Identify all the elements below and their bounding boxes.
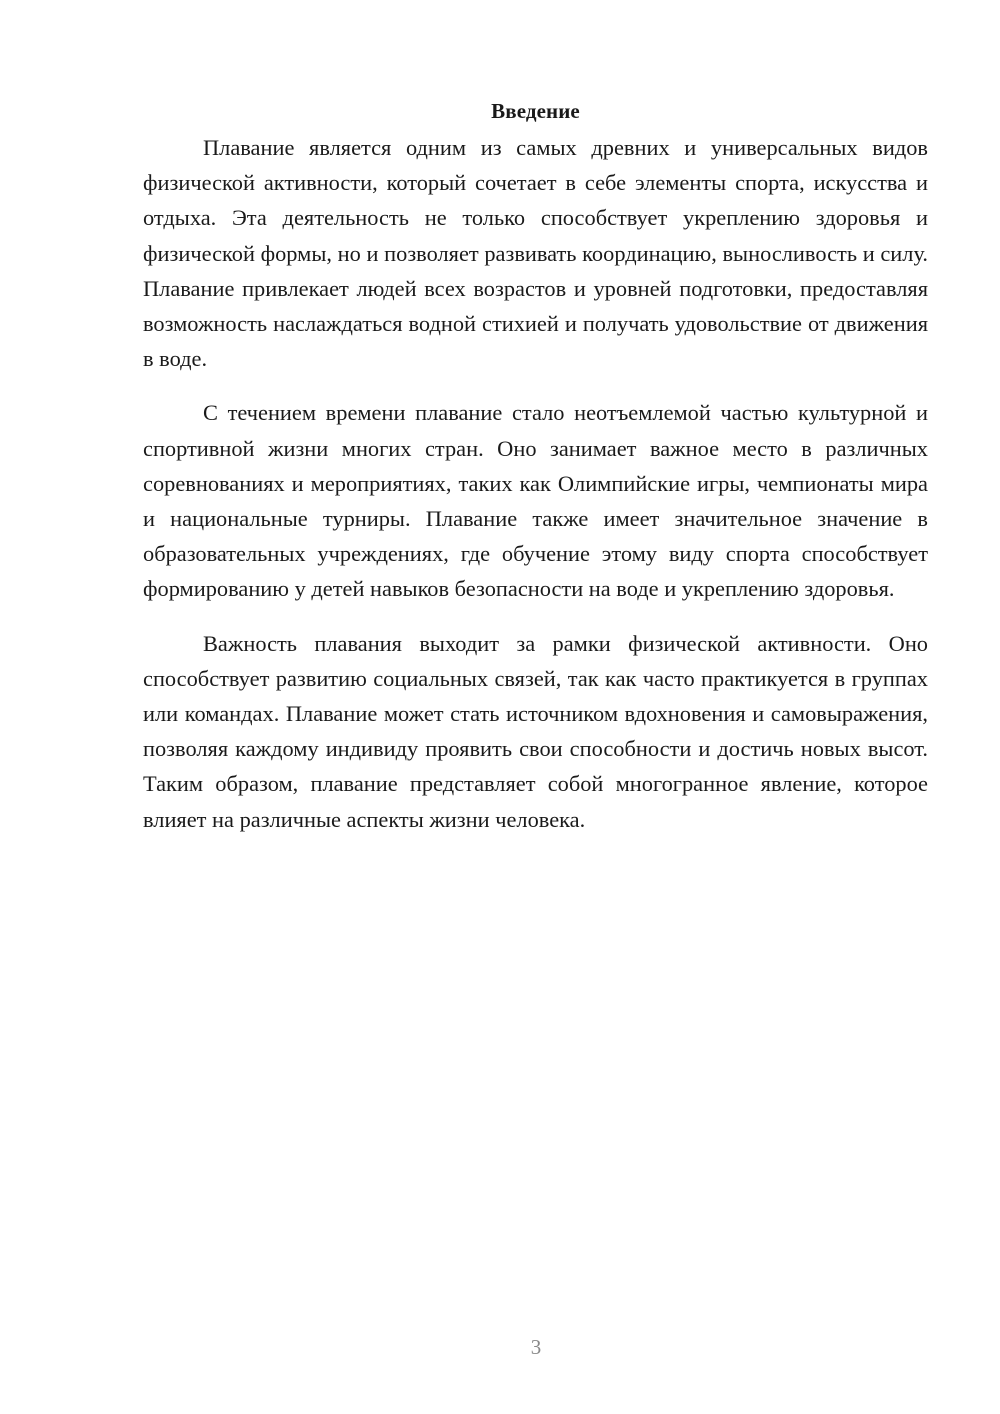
- page-number: 3: [530, 1335, 542, 1359]
- section-heading: Введение: [491, 99, 580, 123]
- paragraph-3: Важность плавания выходит за рамки физической активности. Оно способствует развитию социальных связей, так как часто практикуется в группах или командах. Плавание может стать источником вдохновения и самовыражения, позволяя каждому индивиду проявить свои способности и достичь новых высот. Таким образом, плавание представляет собой многогранное явление, которое влияет на различные аспекты жизни человека.: [143, 630, 928, 832]
- paragraph-2: С течением времени плавание стало неотъемлемой частью культурной и спортивной жизни многих стран. Оно занимает важное место в различных соревнованиях и мероприятиях, таких как Олимпийские игры, чемпионаты мира и национальные турниры. Плавание также имеет значительное значение в образовательных учреждениях, где обучение этому виду спорта способствует формированию у детей навыков безопасности на воде и укреплению здоровья.: [143, 400, 928, 602]
- page-content: [143, 96, 928, 856]
- paragraph-1: Плавание является одним из самых древних и универсальных видов физической активности, который сочетает в себе элементы спорта, искусства и отдыха. Эта деятельность не только способствует укреплению здоровья и физической формы, но и позволяет развивать координацию, выносливость и силу. Плавание привлекает людей всех возрастов и уровней подготовки, предоставляя возможность наслаждаться водной стихией и получать удовольствие от движения в воде.: [143, 135, 928, 372]
